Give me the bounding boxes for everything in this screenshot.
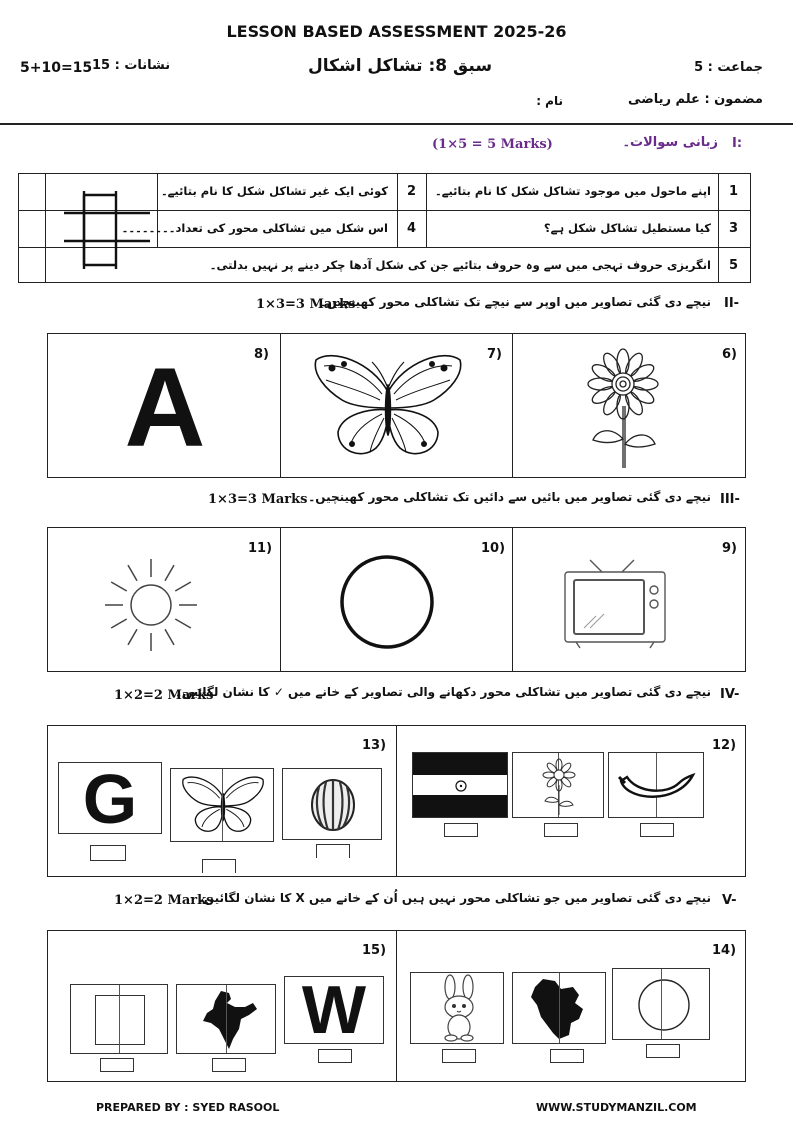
answer-box[interactable] [640,823,674,837]
answer-box[interactable] [442,1049,476,1063]
answer-box[interactable] [544,823,578,837]
india-map-picture [176,984,276,1054]
subject-label: مضمون : علم ریاضی [628,92,763,107]
sunflower-icon [583,344,663,472]
section5-roman: V- [722,893,737,908]
website: WWW.STUDYMANZIL.COM [536,1101,697,1114]
question-text: کیا مستطیل تشاکل شکل ہے؟ [543,221,711,235]
banana-picture [608,752,704,818]
question-text: کوئی ایک غیر تشاکل شکل کا نام بتائیے۔ [160,184,388,198]
class-label: جماعت : 5 [694,60,763,75]
item-number: 8) [254,347,269,362]
item-number: 6) [722,347,737,362]
question-text: اس شکل میں تشاکلی محور کی تعداد۔۔۔۔۔۔۔۔ [121,221,388,235]
letter-g-picture [58,762,162,834]
question-number: 1 [729,184,739,199]
item-number: 11) [248,541,273,556]
section2-marks: 1×3=3 Marks [256,297,356,312]
television-icon [562,558,668,648]
section1-title: زبانی سوالات۔ [622,135,718,150]
rabbit-picture [410,972,504,1044]
banana-icon [617,771,697,805]
letter-g: G [82,762,138,834]
section5-title: نیچے دی گئی تصاویر میں جو تشاکلی محور نہیں ہیں اُن کے خانے میں X کا نشان لگائیں۔ [196,891,711,905]
state-map-icon [521,977,599,1041]
section5-marks: 1×2=2 Marks [114,893,214,908]
butterfly-icon [312,352,464,464]
item-number: 7) [487,347,502,362]
lesson-title: تشاکل اشکال [307,56,423,76]
rectangle-picture [70,984,168,1054]
flag-picture [412,752,508,818]
chakra-icon [455,780,467,792]
assessment-title: LESSON BASED ASSESSMENT 2025-26 [226,22,567,41]
question-number: 4 [407,221,417,236]
section3-marks: 1×3=3 Marks [208,492,308,507]
prepared-by: PREPARED BY : SYED RASOOL [96,1101,280,1114]
answer-box[interactable] [202,859,236,873]
sun-icon [100,554,202,656]
lesson-heading [300,56,500,76]
butterfly-icon [177,775,269,837]
name-label: نام : [536,94,563,108]
india-map-icon [199,989,259,1051]
answer-box[interactable] [550,1049,584,1063]
section4-marks: 1×2=2 Marks [114,688,214,703]
section2-title: نیچے دی گئی تصاویر میں اوپر سے نیچے تک تشاکلی محور کھینچیں۔ [319,295,711,309]
section2-roman: II- [724,296,740,311]
answer-box[interactable] [646,1044,680,1058]
sunflower-picture [512,752,604,818]
question-text: اپنے ماحول میں موجود تشاکل شکل کا نام بتائیے۔ [435,184,711,198]
answer-box[interactable] [100,1058,134,1072]
rabbit-icon [437,975,481,1043]
section3-roman: III- [720,492,740,507]
group-number: 15) [362,943,387,958]
answer-box[interactable] [316,844,350,858]
letter-w-picture [284,976,384,1044]
section3-title: نیچے دی گئی تصاویر میں بائیں سے دائیں تک تشاکلی محور کھینچیں۔ [308,490,711,504]
lesson-number: سبق 8: [428,56,493,76]
answer-box[interactable] [212,1058,246,1072]
marks-label: نشانات : 15 [92,58,171,73]
letter-w: W [301,976,367,1044]
watermelon-icon [309,777,357,833]
section4-title: نیچے دی گئی تصاویر میں تشاکلی محور دکھانے والی تصاویر کے خانے میں ✓ کا نشان لگائیں۔ [175,685,711,699]
question-number: 3 [729,221,739,236]
sunflower-icon [541,757,577,815]
answer-box[interactable] [90,845,126,861]
group-number: 12) [712,738,737,753]
circle-picture [612,968,710,1040]
question-number: 2 [407,184,417,199]
group-number: 13) [362,738,387,753]
group-number: 14) [712,943,737,958]
letter-a: A [124,345,206,470]
question-text: انگریزی حروف تہجی میں سے وہ حروف بتائیے جن کی شکل آدھا چکر دینے پر نہیں بدلتی۔ [209,258,711,272]
item-number: 9) [722,541,737,556]
header-divider [0,123,793,125]
circle-icon [338,553,436,651]
answer-box[interactable] [318,1049,352,1063]
butterfly-picture [170,768,274,842]
map-picture [512,972,606,1044]
answer-box[interactable] [444,823,478,837]
circle-icon [637,978,691,1032]
section4-roman: IV- [720,687,740,702]
watermelon-picture [282,768,382,840]
section1-roman: I: [732,136,743,151]
item-number: 10) [481,541,506,556]
question-number: 5 [729,258,739,273]
section1-marks: (1×5 = 5 Marks) [432,137,553,152]
marks-value: 5+10=15 [20,60,93,76]
